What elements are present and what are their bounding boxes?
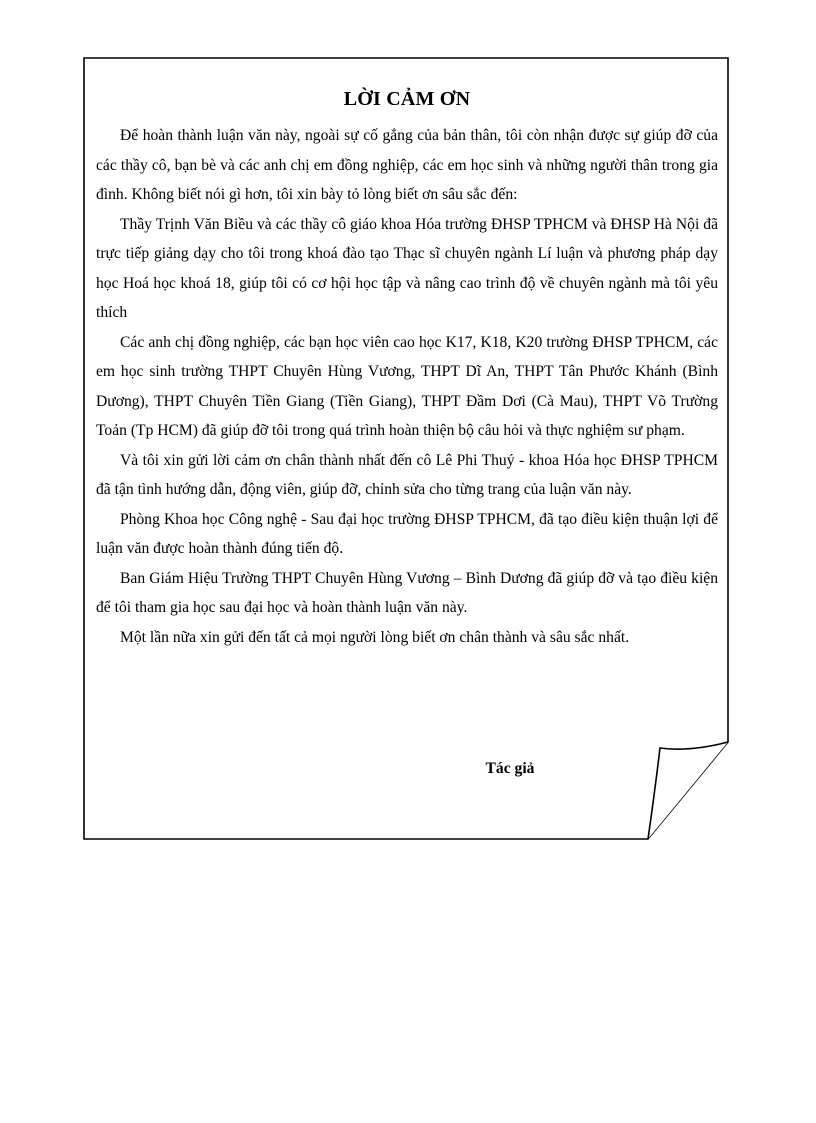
paragraph: Thầy Trịnh Văn Biều và các thầy cô giáo khoa Hóa trường ĐHSP TPHCM và ĐHSP Hà Nội đã trực tiếp giảng dạy cho tôi trong khoá đào tạo Thạc sĩ chuyên ngành Lí luận và phương pháp dạy học Hoá học khoá 18, giúp tôi có cơ hội học tập và nâng cao trình độ về chuyên ngành mà tôi yêu thích bbox=[96, 215, 718, 321]
paragraph: Để hoàn thành luận văn này, ngoài sự cố gắng của bản thân, tôi còn nhận được sự giúp đỡ của các thầy cô, bạn bè và các anh chị em đồng nghiệp, các em học sinh và những người thân trong gia đình. Không biết nói gì hơn, tôi xin bày tỏ lòng biết ơn sâu sắc đến: bbox=[96, 127, 718, 203]
paragraph: Một lần nữa xin gửi đến tất cả mọi người lòng biết ơn chân thành và sâu sắc nhất. bbox=[120, 628, 630, 646]
acknowledgement-section bbox=[96, 76, 718, 652]
paragraph: Các anh chị đồng nghiệp, các bạn học viên cao học K17, K18, K20 trường ĐHSP TPHCM, các em học sinh trường THPT Chuyên Hùng Vương, THPT Dĩ An, THPT Tân Phước Khánh (Bình Dương), THPT Chuyên Tiền Giang (Tiền Giang), THPT Đầm Dơi (Cà Mau), THPT Võ Trường Toản (Tp HCM) đã giúp đỡ tôi trong quá trình hoàn thiện bộ câu hỏi và thực nghiệm sư phạm. bbox=[96, 333, 718, 439]
page-title: LỜI CẢM ƠN bbox=[343, 88, 471, 110]
paragraph: Phòng Khoa học Công nghệ - Sau đại học trường ĐHSP TPHCM, đã tạo điều kiện thuận lợi để luận văn được hoàn thành đúng tiến độ. bbox=[96, 510, 718, 557]
author-signature: Tác giả bbox=[485, 760, 535, 777]
paragraph: Và tôi xin gửi lời cảm ơn chân thành nhất đến cô Lê Phi Thuý - khoa Hóa học ĐHSP TPHCM đã tận tình hướng dẫn, động viên, giúp đỡ, chỉnh sửa cho từng trang của luận văn này. bbox=[96, 451, 718, 498]
paragraph: Ban Giám Hiệu Trường THPT Chuyên Hùng Vương – Bình Dương đã giúp đỡ và tạo điều kiện để tôi tham gia học sau đại học và hoàn thành luận văn này. bbox=[96, 569, 718, 616]
